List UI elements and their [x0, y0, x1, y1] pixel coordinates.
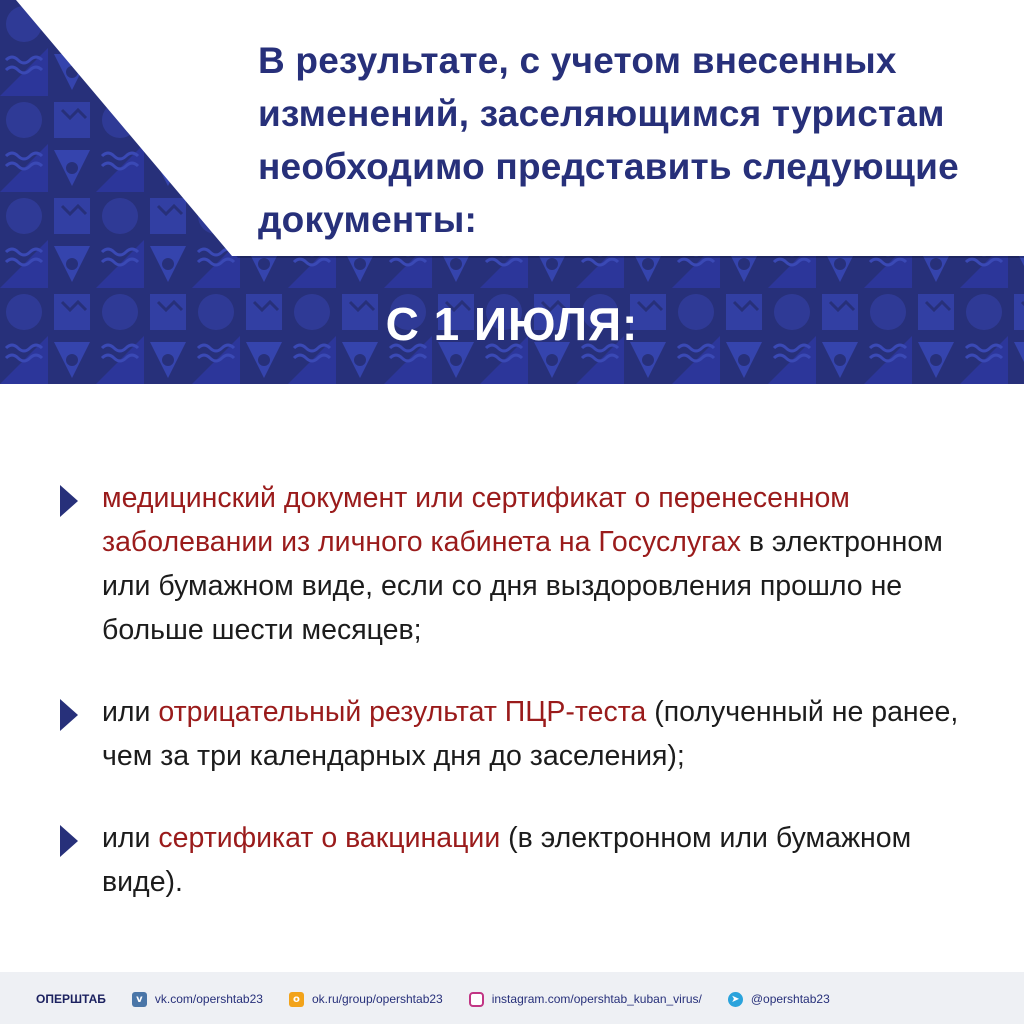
- requirements-list: [60, 476, 980, 904]
- triangle-bullet-icon: [60, 485, 78, 517]
- ok-icon: o: [289, 992, 304, 1007]
- list-item: [60, 690, 980, 778]
- date-heading: С 1 ИЮЛЯ:: [385, 298, 639, 350]
- ok-link[interactable]: [289, 992, 443, 1007]
- instagram-link-text: instagram.com/opershtab_kuban_virus/: [491, 992, 702, 1006]
- list-item-text: [102, 816, 980, 904]
- footer-brand: ОПЕРШТАБ: [36, 992, 106, 1006]
- highlighted-text: отрицательный результат ПЦР-теста: [158, 696, 647, 728]
- list-item: [60, 816, 980, 904]
- highlighted-text: медицинский документ или сертификат о перенесенном заболевании из личного кабинета на Госуслугах: [102, 482, 850, 558]
- triangle-bullet-icon: [60, 825, 78, 857]
- telegram-link-text: @opershtab23: [750, 992, 830, 1006]
- footer: [0, 972, 1024, 1024]
- instagram-icon: [469, 992, 484, 1007]
- vk-link[interactable]: [132, 992, 263, 1007]
- list-item: [60, 476, 980, 652]
- ok-link-text: ok.ru/group/opershtab23: [311, 992, 443, 1006]
- instagram-link[interactable]: [469, 992, 702, 1007]
- page-title: В результате, с учетом внесенных изменений, заселяющимся туристам необходимо представить следующие документы:: [258, 40, 959, 240]
- telegram-icon: ➤: [728, 992, 743, 1007]
- item-prefix: или: [102, 696, 159, 728]
- item-text: в электронном или бумажном виде, если со дня выздоровления прошло не больше шести месяцев;: [102, 526, 943, 646]
- item-text: (в электронном или бумажном виде).: [102, 822, 912, 898]
- triangle-bullet-icon: [60, 699, 78, 731]
- telegram-link[interactable]: [728, 992, 830, 1007]
- vk-icon: v: [132, 992, 147, 1007]
- highlighted-text: сертификат о вакцинации: [158, 822, 501, 854]
- header-banner: [0, 0, 1024, 384]
- vk-link-text: vk.com/opershtab23: [154, 992, 263, 1006]
- list-item-text: [102, 476, 980, 652]
- item-prefix: или: [102, 822, 159, 854]
- item-text: (полученный не ранее, чем за три календарных дня до заселения);: [102, 696, 959, 772]
- list-item-text: [102, 690, 980, 778]
